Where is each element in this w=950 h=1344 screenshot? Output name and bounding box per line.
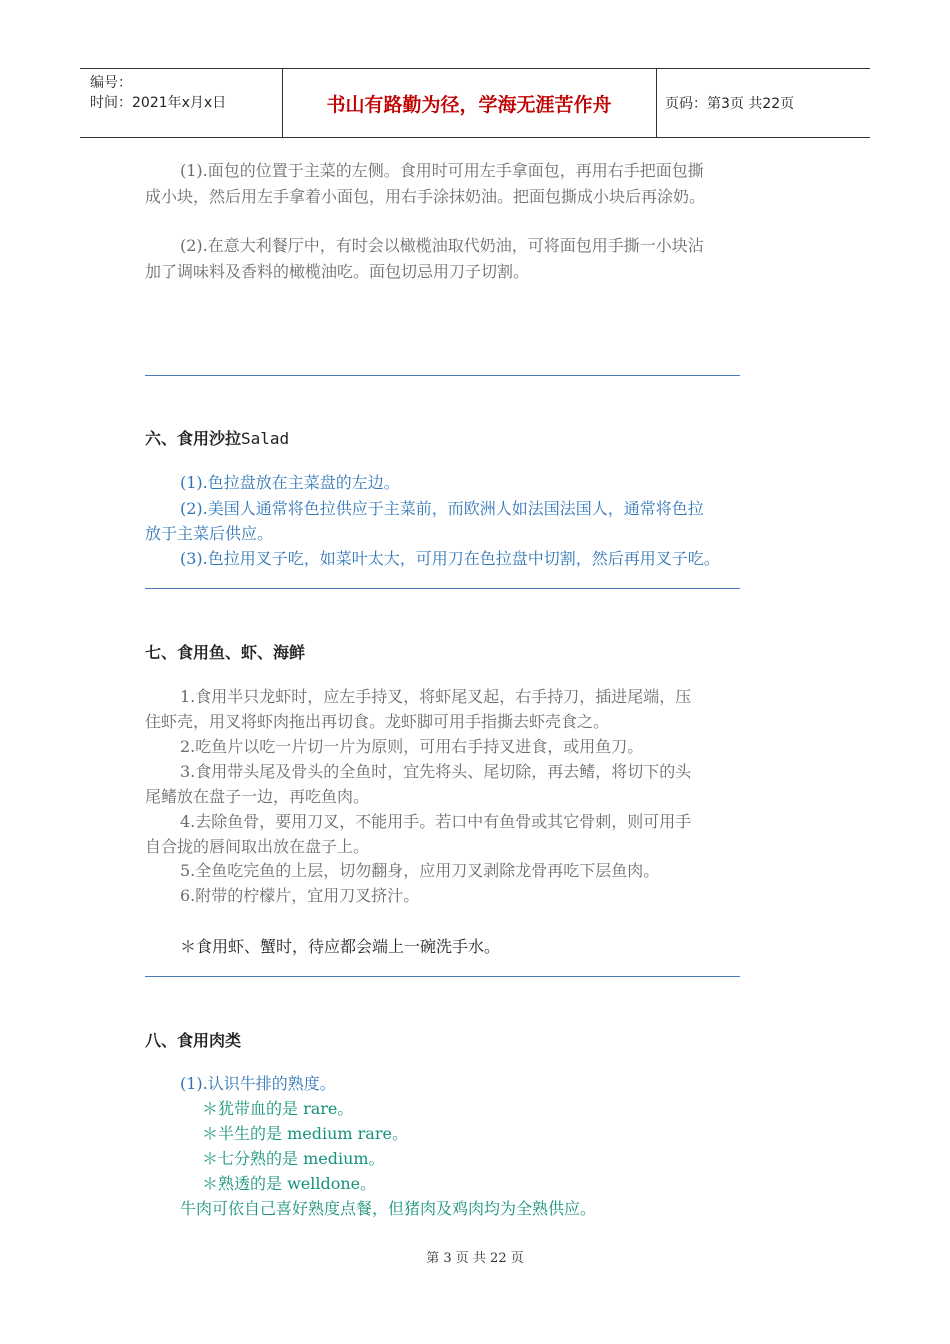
seafood-item-1: 1.食用半只龙虾时，应左手持叉，将虾尾叉起，右手持刀，插进尾端，压 [180, 687, 692, 706]
seafood-item-1-cont: 住虾壳，用叉将虾肉拖出再切食。龙虾脚可用手指撕去虾壳食之。 [145, 712, 610, 731]
text-line: (1).面包的位置于主菜的左侧。食用时可用左手拿面包，再用右手把面包撕 [180, 161, 704, 180]
bread-paragraph-2-cont: 加了调味料及香料的橄榄油吃。面包切忌用刀子切割。 [145, 262, 530, 281]
section-heading-meat: 八、食用肉类 [145, 1031, 242, 1050]
doneness-medium: ＊七分熟的是 medium。 [202, 1149, 385, 1168]
number-label: 编号： [90, 75, 132, 91]
time-label: 时间：2021年x月x日 [90, 95, 227, 111]
section-divider [145, 375, 740, 376]
seafood-note: ＊食用虾、蟹时，待应都会端上一碗洗手水。 [180, 937, 501, 956]
seafood-item-3-cont: 尾鳍放在盘子一边，再吃鱼肉。 [145, 787, 370, 806]
heading-text-en: Salad [241, 429, 290, 448]
bread-paragraph-2 [145, 233, 815, 259]
doneness-welldone: ＊熟透的是 welldone。 [202, 1174, 377, 1193]
text-line: (2).在意大利餐厅中，有时会以橄榄油取代奶油，可将面包用手撕一小块沾 [180, 236, 704, 255]
doneness-medium-rare: ＊半生的是 medium rare。 [202, 1124, 408, 1143]
seafood-item-3: 3.食用带头尾及骨头的全鱼时，宜先将头、尾切除，再去鳍，将切下的头 [180, 762, 692, 781]
heading-text: 六、食用沙拉 [145, 429, 242, 448]
header-motto: 书山有路勤为径，学海无涯苦作舟 [326, 93, 612, 116]
salad-item-3: (3).色拉用叉子吃，如菜叶太大，可用刀在色拉盘中切割，然后再用叉子吃。 [180, 549, 720, 568]
header-page-info: 页码：第3页 共22页 [665, 96, 795, 112]
section-divider [145, 976, 740, 977]
seafood-item-4: 4.去除鱼骨，要用刀叉，不能用手。若口中有鱼骨或其它骨刺，则可用手 [180, 812, 692, 831]
seafood-item-4-cont: 自合拢的唇间取出放在盘子上。 [145, 837, 370, 856]
seafood-item-2: 2.吃鱼片以吃一片切一片为原则，可用右手持叉进食，或用鱼刀。 [180, 737, 644, 756]
meat-item-1: (1).认识牛排的熟度。 [180, 1074, 336, 1093]
salad-item-2: (2).美国人通常将色拉供应于主菜前，而欧洲人如法国法国人，通常将色拉 [180, 499, 704, 518]
seafood-item-6: 6.附带的柠檬片，宜用刀叉挤汁。 [180, 886, 420, 905]
section-heading-salad [145, 426, 289, 449]
seafood-item-5: 5.全鱼吃完鱼的上层，切勿翻身，应用刀叉剥除龙骨再吃下层鱼肉。 [180, 861, 660, 880]
bread-paragraph-1 [145, 158, 815, 184]
bread-paragraph-1-cont: 成小块，然后用左手拿着小面包，用右手涂抹奶油。把面包撕成小块后再涂奶。 [145, 187, 706, 206]
salad-item-1: (1).色拉盘放在主菜盘的左边。 [180, 473, 400, 492]
page-footer: 第 3 页 共 22 页 [426, 1251, 524, 1266]
meat-note: 牛肉可依自己喜好熟度点餐，但猪肉及鸡肉均为全熟供应。 [180, 1199, 597, 1218]
header-divider [656, 69, 657, 137]
header-meta [90, 73, 226, 113]
salad-item-2-cont: 放于主菜后供应。 [145, 524, 274, 543]
doneness-rare: ＊犹带血的是 rare。 [202, 1099, 354, 1118]
section-heading-seafood: 七、食用鱼、虾、海鲜 [145, 643, 306, 662]
page-header [80, 68, 870, 138]
section-divider [145, 588, 740, 589]
